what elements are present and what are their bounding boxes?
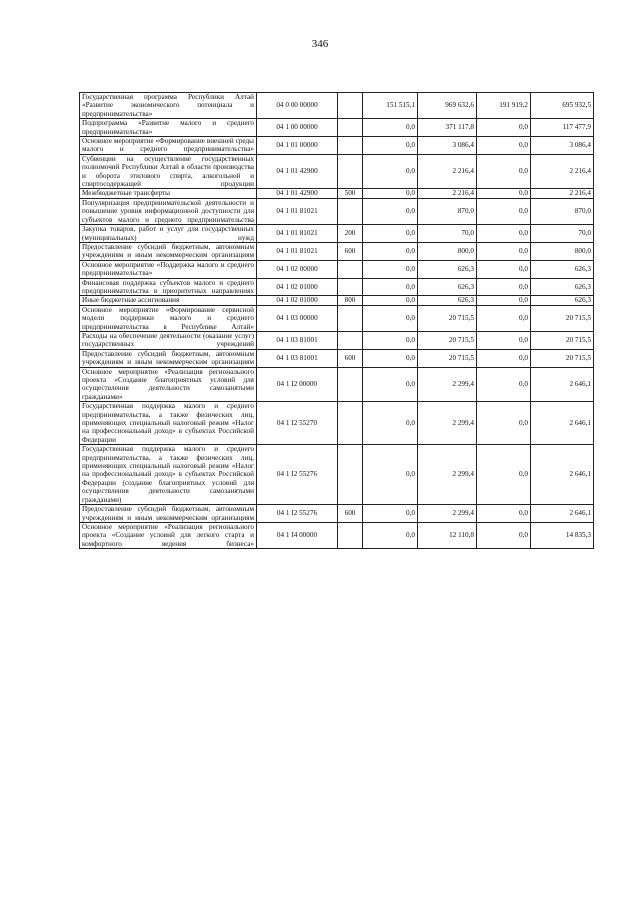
amount-4-cell: 626,3 bbox=[531, 260, 594, 278]
amount-1-cell: 0,0 bbox=[363, 278, 418, 296]
amount-1-cell: 0,0 bbox=[363, 189, 418, 198]
amount-4-cell: 117 477,9 bbox=[531, 119, 594, 137]
table-row bbox=[80, 260, 594, 278]
expense-type-cell bbox=[338, 445, 363, 505]
name-cell: Основное мероприятие «Формирование сервисной модели поддержки малого и среднего предпринимательства в Республике Алтай» bbox=[80, 305, 257, 331]
table-row bbox=[80, 278, 594, 296]
expense-type-cell: 600 bbox=[338, 505, 363, 523]
amount-4-cell: 870,0 bbox=[531, 198, 594, 224]
amount-1-cell: 0,0 bbox=[363, 522, 418, 548]
amount-1-cell: 0,0 bbox=[363, 505, 418, 523]
amount-2-cell: 20 715,5 bbox=[418, 331, 477, 349]
code-cell: 04 1 03 81001 bbox=[257, 331, 338, 349]
name-cell: Государственная поддержка малого и среднего предпринимательства, а также физических лиц, применяющих специальный налоговый режим «Налог на профессиональный доход» в субъектах Российской Федерации bbox=[80, 402, 257, 445]
code-cell: 04 0 00 00000 bbox=[257, 93, 338, 119]
amount-4-cell: 2 216,4 bbox=[531, 154, 594, 189]
amount-1-cell: 0,0 bbox=[363, 367, 418, 402]
amount-1-cell: 0,0 bbox=[363, 225, 418, 243]
amount-3-cell: 0,0 bbox=[477, 296, 531, 305]
amount-2-cell: 870,0 bbox=[418, 198, 477, 224]
amount-2-cell: 2 299,4 bbox=[418, 367, 477, 402]
expense-type-cell bbox=[338, 331, 363, 349]
name-cell: Государственная поддержка малого и среднего предпринимательства, а также физических лиц, применяющих специальный налоговый режим «Налог на профессиональный доход» в субъектах Российской Федерации (создание благоприятных условий для осуществления деятельности самозанятыми гражданами) bbox=[80, 445, 257, 505]
table-row bbox=[80, 296, 594, 305]
code-cell: 04 1 01 00000 bbox=[257, 137, 338, 155]
amount-4-cell: 20 715,5 bbox=[531, 349, 594, 367]
table-row bbox=[80, 119, 594, 137]
code-cell: 04 1 I4 00000 bbox=[257, 522, 338, 548]
amount-3-cell: 0,0 bbox=[477, 278, 531, 296]
expense-type-cell bbox=[338, 93, 363, 119]
name-cell: Закупка товаров, работ и услуг для государственных (муниципальных) нужд bbox=[80, 225, 257, 243]
amount-3-cell: 0,0 bbox=[477, 260, 531, 278]
name-cell: Субвенции на осуществление государственных полномочий Республики Алтай в области производства и оборота этилового спирта, алкогольной и спиртосодержащей продукции bbox=[80, 154, 257, 189]
table-row bbox=[80, 154, 594, 189]
code-cell: 04 1 01 81021 bbox=[257, 225, 338, 243]
name-cell: Межбюджетные трансферты bbox=[80, 189, 257, 198]
amount-1-cell: 0,0 bbox=[363, 154, 418, 189]
expense-type-cell bbox=[338, 198, 363, 224]
amount-4-cell: 2 646,1 bbox=[531, 402, 594, 445]
table-row bbox=[80, 189, 594, 198]
expense-type-cell bbox=[338, 119, 363, 137]
amount-3-cell: 0,0 bbox=[477, 119, 531, 137]
amount-2-cell: 12 110,8 bbox=[418, 522, 477, 548]
amount-2-cell: 626,3 bbox=[418, 260, 477, 278]
amount-4-cell: 695 932,5 bbox=[531, 93, 594, 119]
amount-1-cell: 0,0 bbox=[363, 296, 418, 305]
amount-2-cell: 969 632,6 bbox=[418, 93, 477, 119]
expense-type-cell: 600 bbox=[338, 242, 363, 260]
amount-3-cell: 0,0 bbox=[477, 445, 531, 505]
amount-4-cell: 70,0 bbox=[531, 225, 594, 243]
amount-4-cell: 20 715,5 bbox=[531, 305, 594, 331]
name-cell: Популяризация предпринимательской деятельности и повышение уровня информационной доступности для субъектов малого и среднего предпринимательства bbox=[80, 198, 257, 224]
expense-type-cell bbox=[338, 305, 363, 331]
amount-2-cell: 2 299,4 bbox=[418, 445, 477, 505]
amount-1-cell: 0,0 bbox=[363, 305, 418, 331]
amount-4-cell: 626,3 bbox=[531, 278, 594, 296]
amount-3-cell: 0,0 bbox=[477, 522, 531, 548]
amount-1-cell: 0,0 bbox=[363, 331, 418, 349]
amount-3-cell: 0,0 bbox=[477, 225, 531, 243]
expense-type-cell: 200 bbox=[338, 225, 363, 243]
amount-2-cell: 2 299,4 bbox=[418, 402, 477, 445]
amount-1-cell: 151 515,1 bbox=[363, 93, 418, 119]
amount-4-cell: 800,0 bbox=[531, 242, 594, 260]
amount-2-cell: 2 216,4 bbox=[418, 189, 477, 198]
expense-type-cell bbox=[338, 260, 363, 278]
code-cell: 04 1 01 42900 bbox=[257, 154, 338, 189]
code-cell: 04 1 02 01000 bbox=[257, 278, 338, 296]
table-row bbox=[80, 522, 594, 548]
amount-2-cell: 20 715,5 bbox=[418, 305, 477, 331]
amount-4-cell: 3 086,4 bbox=[531, 137, 594, 155]
amount-4-cell: 2 646,1 bbox=[531, 505, 594, 523]
expense-type-cell: 800 bbox=[338, 296, 363, 305]
expense-type-cell bbox=[338, 367, 363, 402]
table-row bbox=[80, 305, 594, 331]
name-cell: Основное мероприятие «Реализация регионального проекта «Создание условий для легкого старта и комфортного ведения бизнеса» bbox=[80, 522, 257, 548]
name-cell: Основное мероприятие «Поддержка малого и среднего предпринимательства» bbox=[80, 260, 257, 278]
amount-1-cell: 0,0 bbox=[363, 119, 418, 137]
amount-2-cell: 2 216,4 bbox=[418, 154, 477, 189]
amount-1-cell: 0,0 bbox=[363, 402, 418, 445]
name-cell: Расходы на обеспечение деятельности (оказание услуг) государственных учреждений bbox=[80, 331, 257, 349]
amount-1-cell: 0,0 bbox=[363, 445, 418, 505]
amount-3-cell: 0,0 bbox=[477, 189, 531, 198]
table-row bbox=[80, 225, 594, 243]
code-cell: 04 1 I2 55270 bbox=[257, 402, 338, 445]
amount-4-cell: 20 715,5 bbox=[531, 331, 594, 349]
name-cell: Подпрограмма «Развитие малого и среднего предпринимательства» bbox=[80, 119, 257, 137]
table-row bbox=[80, 93, 594, 119]
expense-type-cell bbox=[338, 402, 363, 445]
page-number: 346 bbox=[311, 38, 329, 50]
amount-3-cell: 0,0 bbox=[477, 305, 531, 331]
amount-2-cell: 800,0 bbox=[418, 242, 477, 260]
name-cell: Предоставление субсидий бюджетным, автономным учреждениям и иным некоммерческим организациям bbox=[80, 349, 257, 367]
name-cell: Предоставление субсидий бюджетным, автономным учреждениям и иным некоммерческим организациям bbox=[80, 505, 257, 523]
code-cell: 04 1 02 00000 bbox=[257, 260, 338, 278]
amount-3-cell: 0,0 bbox=[477, 137, 531, 155]
code-cell: 04 1 03 81001 bbox=[257, 349, 338, 367]
amount-3-cell: 0,0 bbox=[477, 198, 531, 224]
budget-table bbox=[79, 92, 594, 549]
table-row bbox=[80, 137, 594, 155]
name-cell: Финансовая поддержка субъектов малого и среднего предпринимательства в приоритетных направлениях bbox=[80, 278, 257, 296]
amount-3-cell: 0,0 bbox=[477, 505, 531, 523]
amount-2-cell: 626,3 bbox=[418, 278, 477, 296]
amount-2-cell: 3 086,4 bbox=[418, 137, 477, 155]
name-cell: Государственная программа Республики Алтай «Развитие экономического потенциала и предпринимательства» bbox=[80, 93, 257, 119]
table-row bbox=[80, 505, 594, 523]
expense-type-cell bbox=[338, 278, 363, 296]
amount-3-cell: 0,0 bbox=[477, 402, 531, 445]
amount-4-cell: 2 646,1 bbox=[531, 445, 594, 505]
table-row bbox=[80, 331, 594, 349]
amount-3-cell: 0,0 bbox=[477, 242, 531, 260]
table-row bbox=[80, 198, 594, 224]
amount-2-cell: 70,0 bbox=[418, 225, 477, 243]
table-row bbox=[80, 402, 594, 445]
code-cell: 04 1 I2 55276 bbox=[257, 445, 338, 505]
code-cell: 04 1 01 81021 bbox=[257, 198, 338, 224]
name-cell: Основное мероприятие «Реализация регионального проекта «Создание благоприятных условий для осуществления деятельности самозанятыми гражданами» bbox=[80, 367, 257, 402]
amount-4-cell: 2 646,1 bbox=[531, 367, 594, 402]
amount-1-cell: 0,0 bbox=[363, 137, 418, 155]
amount-3-cell: 0,0 bbox=[477, 154, 531, 189]
amount-4-cell: 14 835,3 bbox=[531, 522, 594, 548]
amount-2-cell: 626,3 bbox=[418, 296, 477, 305]
amount-1-cell: 0,0 bbox=[363, 198, 418, 224]
amount-1-cell: 0,0 bbox=[363, 349, 418, 367]
amount-2-cell: 2 299,4 bbox=[418, 505, 477, 523]
amount-2-cell: 371 117,8 bbox=[418, 119, 477, 137]
amount-1-cell: 0,0 bbox=[363, 260, 418, 278]
code-cell: 04 1 I2 55276 bbox=[257, 505, 338, 523]
code-cell: 04 1 I2 00000 bbox=[257, 367, 338, 402]
amount-4-cell: 2 216,4 bbox=[531, 189, 594, 198]
name-cell: Основное мероприятие «Формирование внешней среды малого и среднего предпринимательства» bbox=[80, 137, 257, 155]
amount-1-cell: 0,0 bbox=[363, 242, 418, 260]
code-cell: 04 1 00 00000 bbox=[257, 119, 338, 137]
name-cell: Иные бюджетные ассигнования bbox=[80, 296, 257, 305]
amount-4-cell: 626,3 bbox=[531, 296, 594, 305]
table-row bbox=[80, 242, 594, 260]
code-cell: 04 1 02 01000 bbox=[257, 296, 338, 305]
amount-2-cell: 20 715,5 bbox=[418, 349, 477, 367]
expense-type-cell bbox=[338, 154, 363, 189]
code-cell: 04 1 01 81021 bbox=[257, 242, 338, 260]
amount-3-cell: 0,0 bbox=[477, 367, 531, 402]
amount-3-cell: 191 919,2 bbox=[477, 93, 531, 119]
table-row bbox=[80, 349, 594, 367]
amount-3-cell: 0,0 bbox=[477, 349, 531, 367]
amount-3-cell: 0,0 bbox=[477, 331, 531, 349]
expense-type-cell: 600 bbox=[338, 349, 363, 367]
table-row bbox=[80, 367, 594, 402]
expense-type-cell bbox=[338, 522, 363, 548]
expense-type-cell: 500 bbox=[338, 189, 363, 198]
table-row bbox=[80, 445, 594, 505]
name-cell: Предоставление субсидий бюджетным, автономным учреждениям и иным некоммерческим организациям bbox=[80, 242, 257, 260]
code-cell: 04 1 03 00000 bbox=[257, 305, 338, 331]
code-cell: 04 1 01 42900 bbox=[257, 189, 338, 198]
expense-type-cell bbox=[338, 137, 363, 155]
